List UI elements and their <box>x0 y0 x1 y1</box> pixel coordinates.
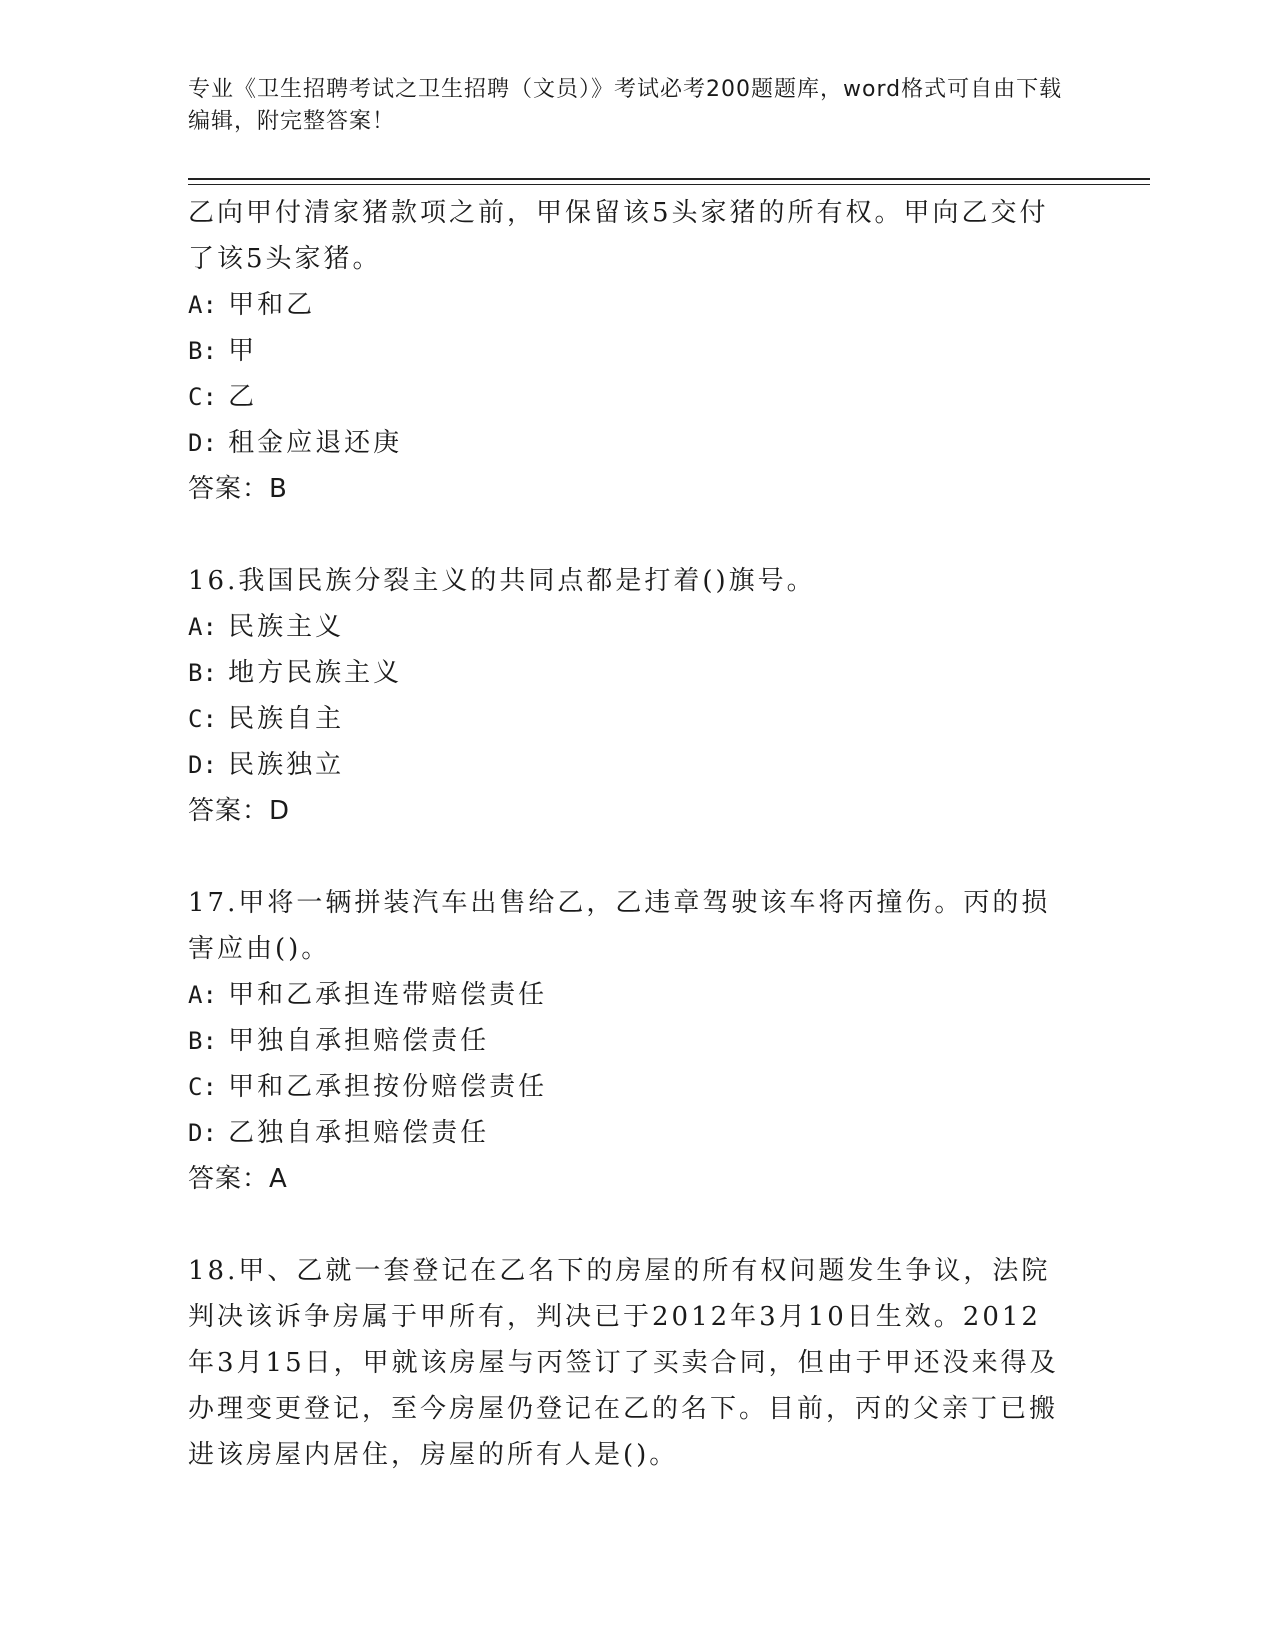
question-stem: 18.甲、乙就一套登记在乙名下的房屋的所有权问题发生争议，法院判决该诉争房属于甲所有，判决已于2012年3月10日生效。2012年3月15日，甲就该房屋与丙签订了买卖合同，但由于甲还没来得及办理变更登记，至今房屋仍登记在乙的名下。目前，丙的父亲丁已搬进该房屋内居住，房屋的所有人是()。 <box>188 1256 1059 1470</box>
option-text: 租金应退还庚 <box>228 428 403 458</box>
option-text: 民族自主 <box>228 704 345 734</box>
option-text: 乙 <box>228 382 258 412</box>
option-key: A: <box>188 981 217 1009</box>
spacer <box>188 1202 1068 1248</box>
option-d <box>188 742 1068 788</box>
option-key: A: <box>188 613 217 641</box>
option-text: 乙独自承担赔偿责任 <box>228 1118 490 1148</box>
option-key: D: <box>188 429 217 457</box>
option-d <box>188 420 1068 466</box>
document-header: 专业《卫生招聘考试之卫生招聘（文员）》考试必考200题题库，word格式可自由下载编辑，附完整答案！ <box>188 77 1063 134</box>
question-continued <box>188 190 1068 512</box>
question-stem: 乙向甲付清家猪款项之前，甲保留该5头家猪的所有权。甲向乙交付了该5头家猪。 <box>188 198 1049 274</box>
option-key: D: <box>188 751 217 779</box>
answer-line: 答案：D <box>188 796 291 826</box>
option-a <box>188 604 1068 650</box>
question-17 <box>188 880 1068 1202</box>
option-key: B: <box>188 659 217 687</box>
option-text: 民族主义 <box>228 612 345 642</box>
option-text: 民族独立 <box>228 750 345 780</box>
question-list <box>188 190 1068 1478</box>
option-text: 甲 <box>228 336 258 366</box>
option-c <box>188 1064 1068 1110</box>
answer-line: 答案：A <box>188 1164 288 1194</box>
option-b <box>188 328 1068 374</box>
option-key: D: <box>188 1119 217 1147</box>
option-key: B: <box>188 1027 217 1055</box>
option-key: C: <box>188 1073 217 1101</box>
question-stem: 17.甲将一辆拼装汽车出售给乙，乙违章驾驶该车将丙撞伤。丙的损害应由()。 <box>188 888 1051 964</box>
spacer <box>188 834 1068 880</box>
question-16 <box>188 558 1068 834</box>
header-rule-thick <box>188 178 1150 180</box>
option-key: A: <box>188 291 217 319</box>
spacer <box>188 512 1068 558</box>
option-key: B: <box>188 337 217 365</box>
option-text: 甲和乙承担按份赔偿责任 <box>228 1072 548 1102</box>
option-text: 甲和乙 <box>228 290 316 320</box>
option-text: 甲和乙承担连带赔偿责任 <box>228 980 548 1010</box>
option-c <box>188 374 1068 420</box>
question-stem: 16.我国民族分裂主义的共同点都是打着()旗号。 <box>188 566 816 596</box>
answer-line: 答案：B <box>188 474 288 504</box>
question-18 <box>188 1248 1068 1478</box>
option-b <box>188 650 1068 696</box>
option-a <box>188 282 1068 328</box>
option-text: 甲独自承担赔偿责任 <box>228 1026 490 1056</box>
option-c <box>188 696 1068 742</box>
option-b <box>188 1018 1068 1064</box>
option-key: C: <box>188 705 217 733</box>
option-a <box>188 972 1068 1018</box>
option-d <box>188 1110 1068 1156</box>
option-key: C: <box>188 383 217 411</box>
header-rule-thin <box>188 184 1150 185</box>
option-text: 地方民族主义 <box>228 658 403 688</box>
